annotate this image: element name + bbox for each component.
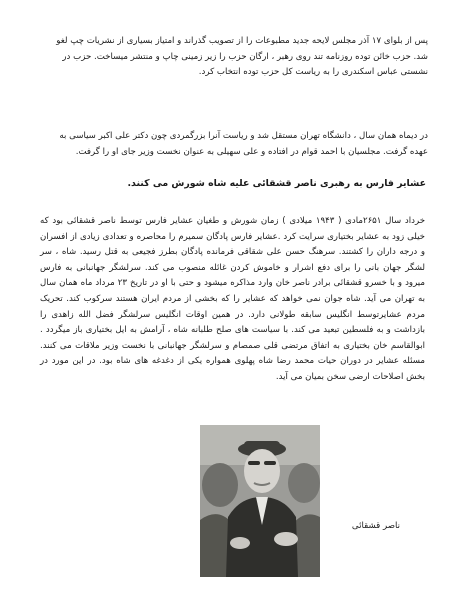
portrait-illustration: [200, 425, 320, 577]
paragraph-2: در دیماه همان سال ، دانشگاه تهران مستقل شد و ریاست آنرا بزرگمردی چون دکتر علی اکبر سیاسی به عهده گرفت. مجلسیان با احمد قوام در افتاده و علی سهیلی به عنوان نخست وزیر جای او را گرفت.: [59, 131, 428, 157]
photo-caption: ناصر قشقائی: [351, 521, 400, 531]
section-heading: عشایر فارس به رهبری ناصر قشقائی علیه شاه شورش می کنند.: [127, 178, 426, 189]
paragraph-3: خرداد سال ۲۶۵۱مادی ( ۱۹۴۳ میلادی ) زمان شورش و طغیان عشایر فارس توسط ناصر قشقائی بود که خیلی زود به عشایر بختیاری سرایت کرد .عشایر فارس پادگان سمیرم را محاصره و تعدادی زیادی از افسران و درجه داران را کشتند. سرهنگ حسن علی شقاقی فرمانده پادگان بطرز فجیعی به قتل رسید. شاه ، سر لشگر جهان بانی را برای دفع اشرار و خاموش کردن غائله منصوب می کند. سرلشگر جهانبانی به فارس میرود و با خسرو قشقائی برادر ناصر خان وارد مذاکره میشود و حتی با او در تاریخ ۲۳ مرداد ماه همان سال به تهران می آید. شاه جوان نمی خواهد که عشایر را که بخشی از مردم ایران هستند سرکوب کند. تحریک مردم عشایرتوسط انگلیس سابقه طولانی دارد. در همین اوقات انگلیس سرلشگر فضل الله زاهدی را بازداشت و به فلسطین تبعید می کند. با سیاست های صلح طلبانه شاه ، آرامش به ایل بختیاری باز میگردد . ابوالقاسم خان بختیاری به اتفاق مرتضی قلی صمصام و سرلشگر جهانبانی با نخست وزیر ملاقات می کنند. مسئله عشایر در دوران حیات محمد رضا شاه پهلوی همواره یکی از دغدغه های شاه بود. در این مورد در بخش اصلاحات ارضی سخن بمیان می آید.: [40, 216, 426, 382]
portrait-photo: [200, 425, 320, 577]
paragraph-1: پس از بلوای ۱۷ آذر مجلس لایحه جدید مطبوعات را از تصویب گذراند و امتیاز بسیاری از نشریات چپ لغو شد. حزب خائن توده روزنامه تند روی رهبر ، ارگان حزب را زیر زمینی چاپ و منتشر میساخت. حزب در نشستی عباس اسکندری را به ریاست کل حزب توده انتخاب کرد.: [56, 36, 428, 78]
